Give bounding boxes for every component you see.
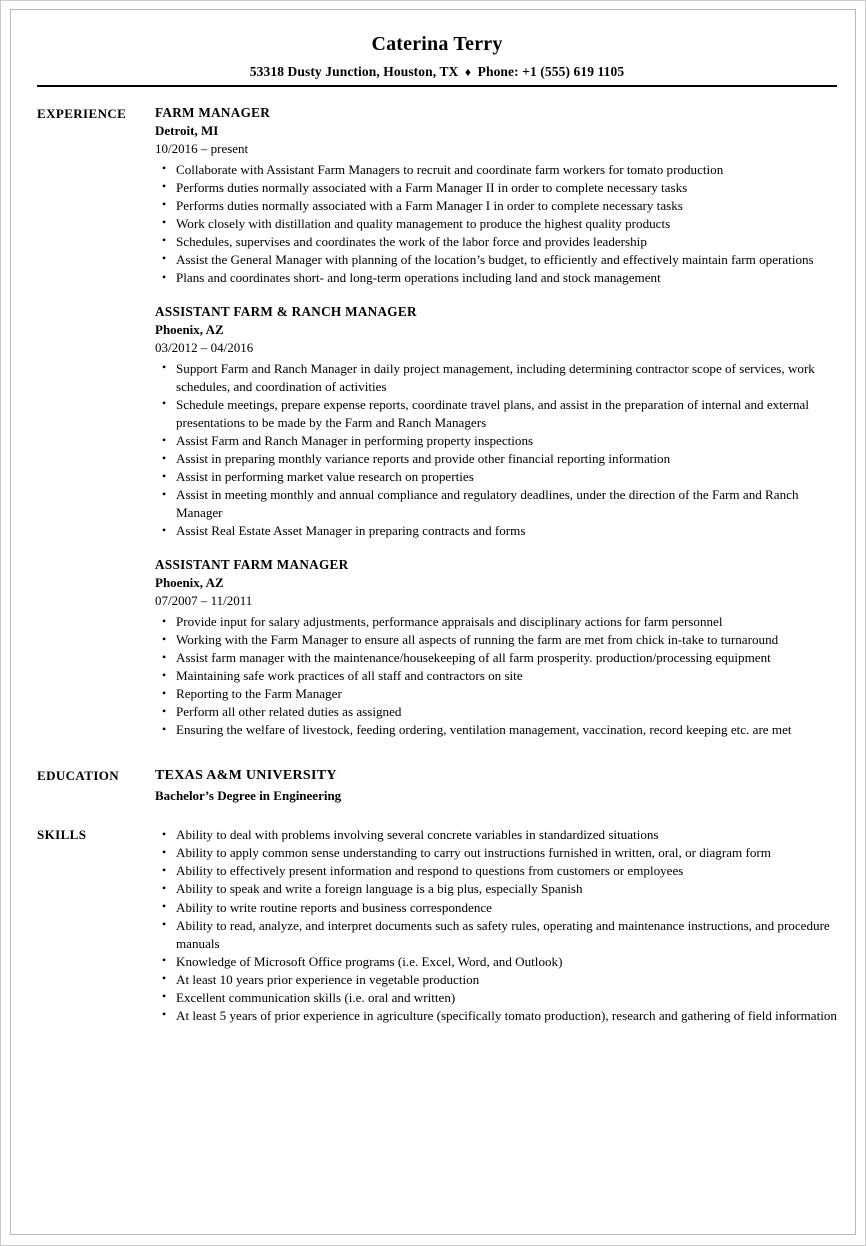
job-location: Phoenix, AZ — [155, 575, 224, 591]
job-location: Detroit, MI — [155, 122, 219, 138]
education-section — [37, 740, 837, 805]
job-title: ASSISTANT FARM & RANCH MANAGER — [155, 304, 417, 320]
job-bullet: • Support Farm and Ranch Manager in daily project management, including determining contractor scope of services, work schedules, and coordination of activities — [155, 360, 837, 396]
resume-header — [37, 22, 837, 87]
job-bullet: • Schedule meetings, prepare expense reports, coordinate travel plans, and assist in the preparation of internal and external presentations to be made by the Farm and Ranch Managers — [155, 396, 837, 432]
skill-bullet: • Knowledge of Microsoft Office programs (i.e. Excel, Word, and Outlook) — [155, 953, 837, 971]
skill-bullet: • Ability to write routine reports and business correspondence — [155, 899, 837, 917]
degree-title: Bachelor’s Degree in Engineering — [155, 787, 342, 803]
job-bullet: • Assist in preparing monthly variance reports and provide other financial reporting information — [155, 450, 837, 468]
experience-section — [37, 87, 837, 740]
job-bullet: • Collaborate with Assistant Farm Managers to recruit and coordinate farm workers for tomato production — [155, 161, 837, 179]
job-bullet: • Performs duties normally associated with a Farm Manager I in order to complete necessary tasks — [155, 197, 837, 215]
candidate-name: Caterina Terry — [371, 33, 503, 55]
job-bullet: • Assist the General Manager with planning of the location’s budget, to efficiently and effectively maintain farm operations — [155, 251, 837, 269]
skills-section-label: SKILLS — [37, 827, 87, 843]
job-bullet: • Working with the Farm Manager to ensure all aspects of running the farm are met from chick in-take to turnaround — [155, 631, 837, 649]
contact-line — [37, 55, 837, 80]
contact-address: 53318 Dusty Junction, Houston, TX — [249, 64, 459, 79]
job-title: FARM MANAGER — [155, 105, 271, 120]
job-entry — [155, 105, 837, 287]
skill-bullet: • Ability to deal with problems involving several concrete variables in standardized situations — [155, 826, 837, 844]
education-entry — [155, 767, 837, 805]
job-bullet: • Work closely with distillation and quality management to produce the highest quality products — [155, 215, 837, 233]
job-bullet-list — [155, 357, 837, 541]
resume-sheet — [10, 9, 856, 1235]
job-bullet: • Assist Real Estate Asset Manager in preparing contracts and forms — [155, 522, 837, 540]
job-bullet: • Assist Farm and Ranch Manager in performing property inspections — [155, 432, 837, 450]
job-bullet: • Ensuring the welfare of livestock, feeding ordering, ventilation management, vaccination, record keeping etc. are met — [155, 721, 837, 739]
skills-section — [37, 804, 837, 1025]
job-bullet: • Assist farm manager with the maintenance/housekeeping of all farm prosperity. production/processing equipment — [155, 649, 837, 667]
education-section-label: EDUCATION — [37, 767, 120, 783]
job-bullet: • Schedules, supervises and coordinates the work of the labor force and provides leadership — [155, 233, 837, 251]
job-dates: 07/2007 – 11/2011 — [155, 593, 253, 609]
skill-bullet: • At least 10 years prior experience in vegetable production — [155, 971, 837, 989]
skills-entries — [155, 826, 837, 1025]
resume-content — [37, 22, 837, 1025]
job-location: Phoenix, AZ — [155, 322, 224, 337]
skill-bullet: • Ability to effectively present information and respond to questions from customers or employees — [155, 862, 837, 880]
job-bullet: • Assist in performing market value research on properties — [155, 468, 837, 486]
education-entries — [155, 767, 837, 805]
skill-bullet: • Ability to speak and write a foreign language is a big plus, especially Spanish — [155, 880, 837, 898]
job-bullet: • Performs duties normally associated with a Farm Manager II in order to complete necessary tasks — [155, 179, 837, 197]
job-bullet: • Plans and coordinates short- and long-term operations including land and stock management — [155, 269, 837, 287]
job-dates: 10/2016 – present — [155, 140, 249, 156]
job-bullet-list — [155, 158, 837, 287]
job-entry — [155, 540, 837, 739]
diamond-separator-icon: ♦ — [464, 65, 472, 79]
job-entry — [155, 287, 837, 540]
skill-bullet: • Excellent communication skills (i.e. oral and written) — [155, 989, 837, 1007]
job-bullet-list — [155, 610, 837, 739]
skill-bullet: • At least 5 years of prior experience in agriculture (specifically tomato production), research and gathering of field information — [155, 1007, 837, 1025]
contact-phone: Phone: +1 (555) 619 1105 — [477, 64, 625, 79]
job-bullet: • Provide input for salary adjustments, performance appraisals and disciplinary actions for farm personnel — [155, 613, 837, 631]
school-name: TEXAS A&M UNIVERSITY — [155, 767, 337, 783]
job-bullet: • Maintaining safe work practices of all staff and contractors on site — [155, 667, 837, 685]
job-bullet: • Reporting to the Farm Manager — [155, 685, 837, 703]
job-bullet: • Perform all other related duties as assigned — [155, 703, 837, 721]
skills-bullet-list — [155, 826, 837, 1025]
job-title: ASSISTANT FARM MANAGER — [155, 557, 349, 573]
skill-bullet: • Ability to read, analyze, and interpret documents such as safety rules, operating and maintenance instructions, and procedure manuals — [155, 917, 837, 953]
job-dates: 03/2012 – 04/2016 — [155, 339, 254, 355]
experience-section-label: EXPERIENCE — [37, 106, 127, 121]
experience-entries — [155, 105, 837, 740]
job-bullet: • Assist in meeting monthly and annual compliance and regulatory deadlines, under the direction of the Farm and Ranch Manager — [155, 486, 837, 522]
skill-bullet: • Ability to apply common sense understanding to carry out instructions furnished in written, oral, or diagram form — [155, 844, 837, 862]
